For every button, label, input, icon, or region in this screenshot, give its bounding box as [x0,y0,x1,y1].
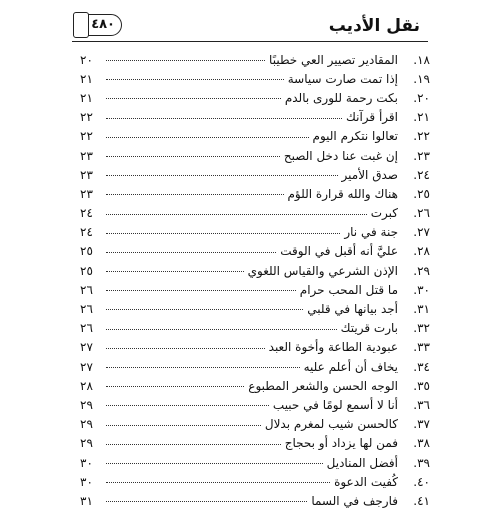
entry-page-number: ٢٩ [80,397,93,412]
dot-leader [106,127,309,138]
entry-title: هناك والله قرارة اللؤم [287,186,398,201]
entry-page-number: ٢٣ [80,167,93,182]
entry-title: إذا تمت صارت سياسة [287,71,398,86]
toc-entry [80,69,430,88]
entry-page-number: ٢٥ [80,244,93,259]
dot-leader [106,204,367,215]
dot-leader [106,88,281,99]
page-header [70,12,430,42]
dot-leader [106,165,338,176]
entry-title: كالحسن شيب لمغرم بدلال [264,417,398,432]
toc-entry [80,165,430,184]
entry-number: ٢٠. [413,90,430,105]
page-number-badge [78,14,122,36]
entry-number: ٣٤. [413,359,430,374]
entry-page-number: ٢٩ [80,436,93,451]
entry-title: فارجف في السما [311,493,398,508]
entry-title: أنا لا أسمع لومًا في حبيب [272,397,398,412]
entry-title: الوجه الحسن والشعر المطبوع [248,378,398,393]
entry-number: ٣٣. [413,340,430,355]
toc-entry [80,184,430,203]
dot-leader [106,261,244,272]
entry-page-number: ٣٠ [80,455,93,470]
entry-number: ٣٥. [413,378,430,393]
dot-leader [106,357,300,368]
entry-page-number: ٢٦ [80,321,93,336]
dot-leader [106,453,323,464]
entry-title: ما قتل المحب حرام [299,282,398,297]
toc-entry [80,491,430,510]
toc-entry [80,261,430,280]
toc-entry [80,223,430,242]
toc-entry [80,146,430,165]
entry-title: أجد بيانها في قلبي [307,302,398,317]
toc-entry [80,280,430,299]
entry-page-number: ٣١ [80,493,93,508]
dot-leader [106,319,337,330]
entry-page-number: ٢٦ [80,302,93,317]
entry-title: بكت رحمة للورى بالدم [284,90,398,105]
toc-entry [80,242,430,261]
toc-entry [80,472,430,491]
dot-leader [106,50,265,61]
entry-page-number: ٢٦ [80,282,93,297]
dot-leader [106,338,265,349]
entry-number: ١٨. [413,52,430,67]
toc-entry [80,50,430,69]
entry-title: صدق الأمير [341,167,398,182]
entry-page-number: ٢٠ [80,52,93,67]
entry-number: ٢٨. [413,244,430,259]
dot-leader [106,280,296,291]
entry-number: ٣٨. [413,436,430,451]
toc-entry [80,338,430,357]
entry-number: ٢٥. [413,186,430,201]
entry-title: جنة في نار [344,225,398,240]
entry-page-number: ٢٤ [80,206,93,221]
entry-number: ٣٢. [413,321,430,336]
entry-title: اقرأ قرآنك [346,110,398,125]
toc-entry [80,357,430,376]
dot-leader [106,491,307,502]
toc-entry [80,453,430,472]
entry-number: ٣٧. [413,417,430,432]
dot-leader [106,395,269,406]
dot-leader [106,299,303,310]
entry-number: ١٩. [413,71,430,86]
toc-entry [80,299,430,318]
entry-page-number: ٢١ [80,71,93,86]
dot-leader [106,108,342,119]
entry-number: ٢٢. [413,129,430,144]
toc-entry [80,376,430,395]
dot-leader [106,415,261,426]
entry-number: ٢٧. [413,225,430,240]
entry-title: تعالوا نتكرم اليوم [312,129,398,144]
entry-title: يخاف أن أعلم عليه [303,359,398,374]
dot-leader [106,146,280,157]
entry-number: ٢٦. [413,206,430,221]
toc-entry [80,395,430,414]
dot-leader [106,376,244,387]
entry-title: المقادير تصيير العي خطيبًا [269,52,398,67]
entry-title: فمن لها يزداد أو بحجاج [284,436,398,451]
entry-title: عبودية الطاعة وأخوة العبد [268,340,398,355]
entry-number: ٣٠. [413,282,430,297]
entry-number: ٢٩. [413,263,430,278]
dot-leader [106,223,340,234]
entry-page-number: ٢٢ [80,110,93,125]
toc-entry [80,88,430,107]
toc-entry [80,319,430,338]
entry-number: ٤١. [413,493,430,508]
entry-number: ٢٤. [413,167,430,182]
entry-number: ٣١. [413,302,430,317]
entry-page-number: ٢٧ [80,359,93,374]
entry-title: الإذن الشرعي والقياس اللغوي [247,263,398,278]
dot-leader [106,69,284,80]
entry-title: إن غبت عنا دخل الصبح [283,148,398,163]
toc-entry [80,108,430,127]
toc-entry [80,204,430,223]
dot-leader [106,184,284,195]
entry-page-number: ٢٣ [80,186,93,201]
entry-title: عليَّ أنه أقبل في الوقت [280,244,398,259]
entry-page-number: ٢٤ [80,225,93,240]
entry-page-number: ٢٩ [80,417,93,432]
entry-number: ٢٣. [413,148,430,163]
entry-page-number: ٢٢ [80,129,93,144]
entry-title: بارت قريتك [340,321,398,336]
entry-page-number: ٢٥ [80,263,93,278]
toc-entry [80,415,430,434]
entry-page-number: ٢٧ [80,340,93,355]
dot-leader [106,434,281,445]
entry-title: كبرت [370,206,398,221]
entry-number: ٤٠. [413,474,430,489]
entry-page-number: ٣٠ [80,474,93,489]
entry-page-number: ٢٣ [80,148,93,163]
entry-title: أفضل المناديل [326,455,398,470]
entry-number: ٣٩. [413,455,430,470]
book-title: نقل الأديب [328,16,420,36]
page-number: ٤٨٠ [91,17,115,32]
entry-page-number: ٢١ [80,90,93,105]
table-of-contents [80,50,430,511]
toc-entry [80,434,430,453]
entry-page-number: ٢٨ [80,378,93,393]
entry-number: ٢١. [413,110,430,125]
entry-title: كُفيت الدعوة [334,474,398,489]
dot-leader [106,242,276,253]
header-divider [72,41,428,42]
dot-leader [106,472,330,483]
toc-entry [80,127,430,146]
entry-number: ٣٦. [413,397,430,412]
